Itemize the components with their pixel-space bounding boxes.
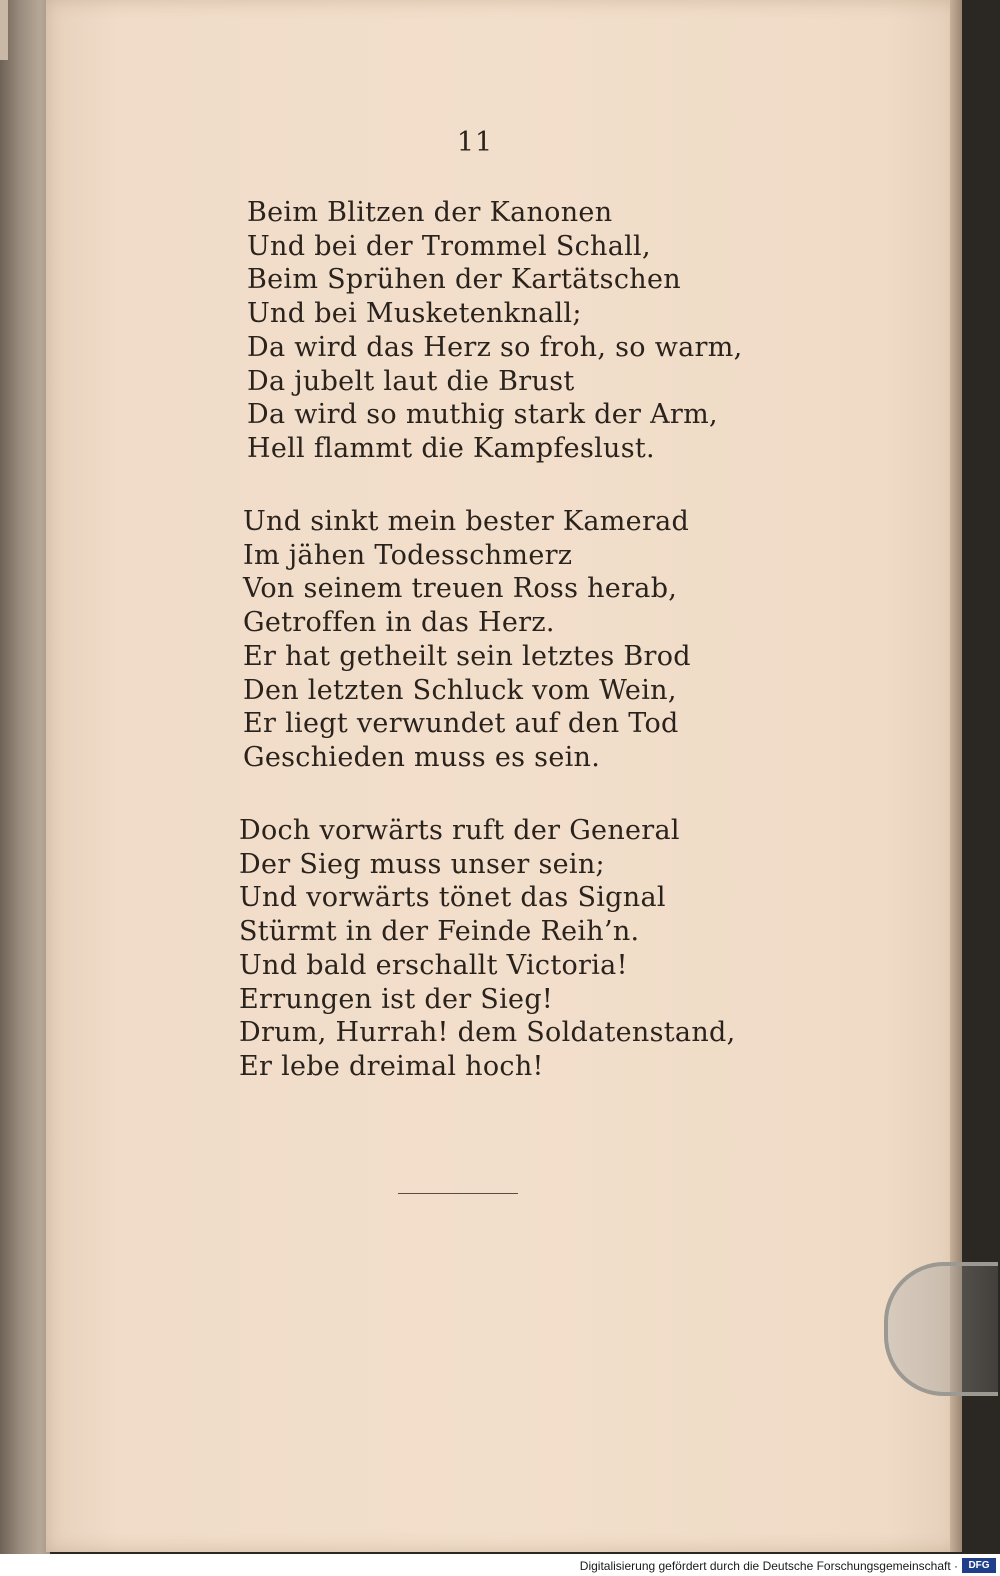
poem-line: Er hat getheilt sein letztes Brod bbox=[243, 640, 691, 672]
poem-line: Da jubelt laut die Brust bbox=[247, 365, 575, 397]
poem-line: Im jähen Todesschmerz bbox=[243, 539, 573, 571]
poem-line: Der Sieg muss unser sein; bbox=[239, 848, 605, 880]
poem-line: Er liegt verwundet auf den Tod bbox=[243, 708, 679, 740]
poem-line: Und bei Musketenknall; bbox=[247, 298, 582, 330]
page-number: 11 bbox=[456, 127, 494, 158]
poem-line: Und bald erschallt Victoria! bbox=[239, 949, 628, 981]
poem-line: Da wird das Herz so froh, so warm, bbox=[247, 331, 743, 363]
poem-line: Beim Blitzen der Kanonen bbox=[247, 197, 613, 228]
poem-line: Da wird so muthig stark der Arm, bbox=[247, 399, 718, 431]
page-clip bbox=[884, 1262, 998, 1396]
poem-line: Drum, Hurrah! dem Soldatenstand, bbox=[239, 1017, 736, 1049]
poem-line: Doch vorwärts ruft der General bbox=[239, 815, 680, 846]
poem-stanza-1 bbox=[247, 196, 743, 466]
poem-stanza-3 bbox=[239, 814, 735, 1084]
funding-credit: Digitalisierung gefördert durch die Deutsche Forschungsgemeinschaft · bbox=[579, 1559, 958, 1573]
poem-line: Den letzten Schluck vom Wein, bbox=[243, 674, 677, 706]
poem-line: Von seinem treuen Ross herab, bbox=[243, 573, 678, 605]
poem-line: Hell flammt die Kampfeslust. bbox=[247, 432, 655, 464]
footer-bar bbox=[0, 1554, 1000, 1576]
poem-line: Getroffen in das Herz. bbox=[243, 607, 555, 639]
spine-edge bbox=[0, 0, 8, 60]
poem-line: Beim Sprühen der Kartätschen bbox=[247, 264, 681, 296]
poem-line: Und bei der Trommel Schall, bbox=[247, 230, 651, 262]
poem-line: Und sinkt mein bester Kamerad bbox=[243, 506, 690, 537]
book-spine bbox=[0, 0, 50, 1560]
poem-line: Geschieden muss es sein. bbox=[243, 741, 601, 773]
poem-line: Er lebe dreimal hoch! bbox=[239, 1050, 544, 1082]
poem-line: Stürmt in der Feinde Reih’n. bbox=[239, 916, 640, 948]
poem-stanza-2 bbox=[243, 505, 691, 775]
poem-line: Errungen ist der Sieg! bbox=[239, 983, 554, 1015]
poem-line: Und vorwärts tönet das Signal bbox=[239, 882, 666, 914]
end-rule bbox=[398, 1193, 518, 1194]
dfg-logo: DFG bbox=[962, 1558, 996, 1573]
